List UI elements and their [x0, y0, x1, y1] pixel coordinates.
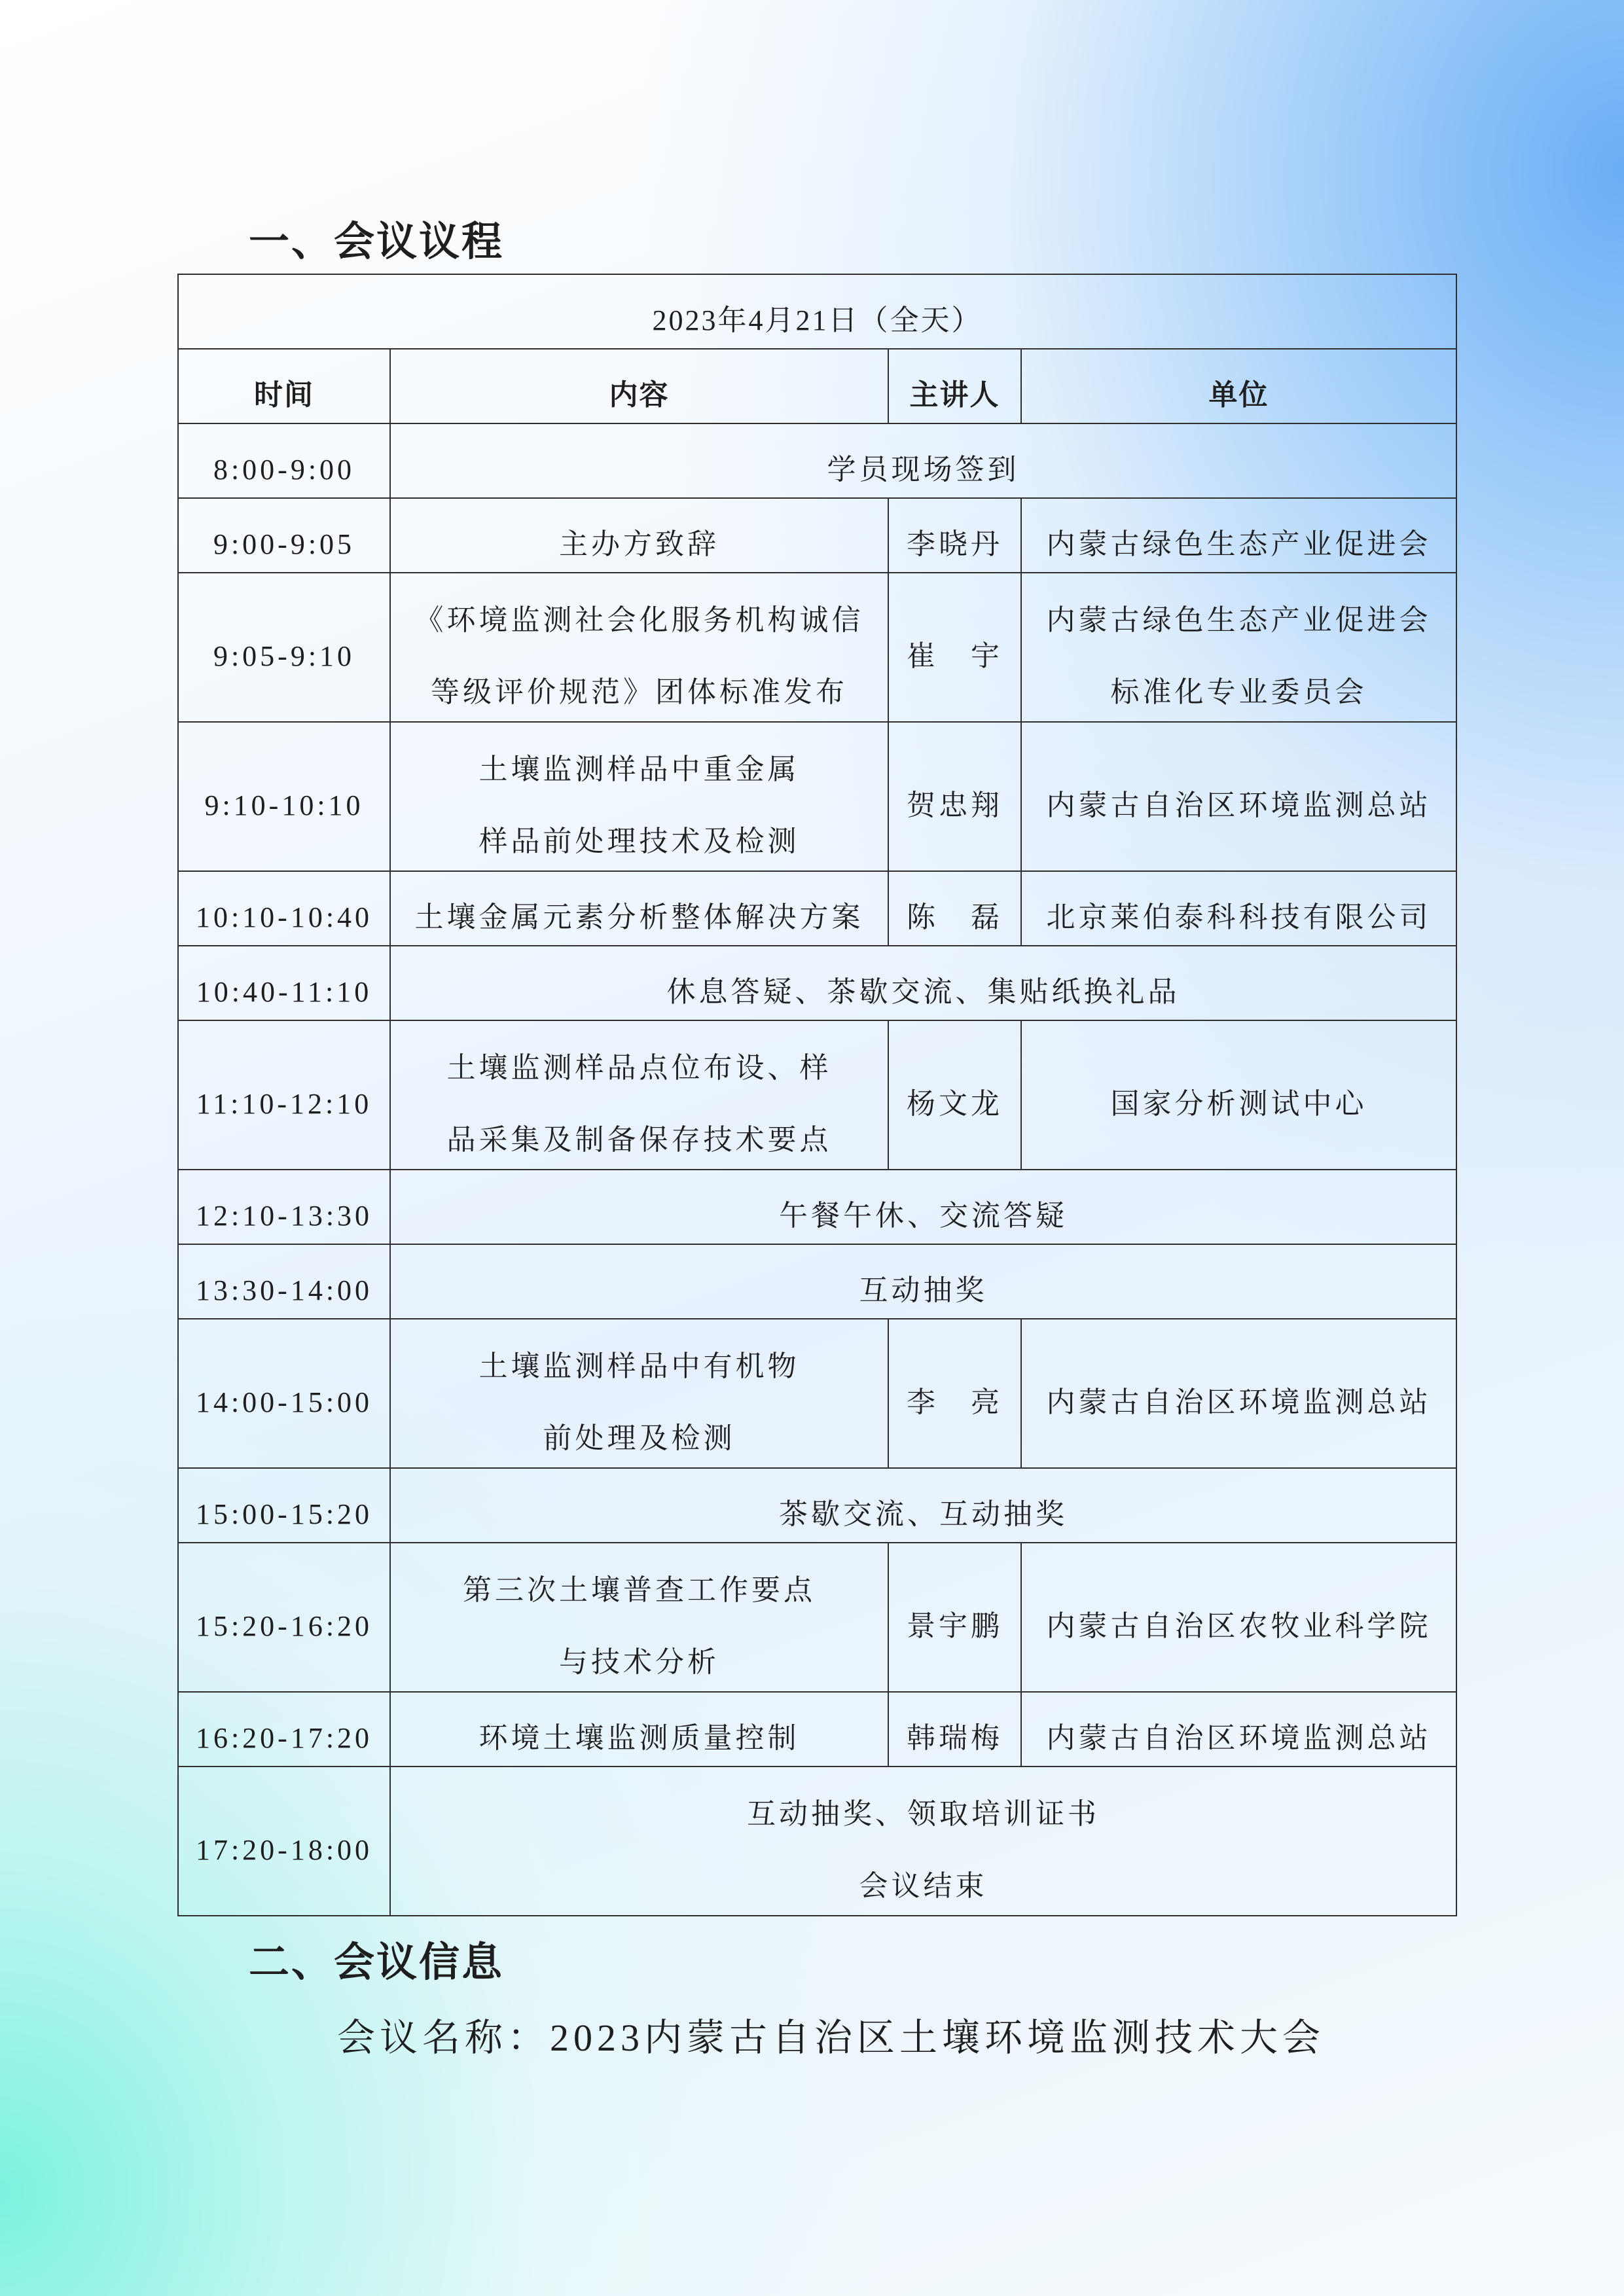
agenda-row — [178, 1020, 1456, 1170]
unit-cell — [1021, 573, 1456, 722]
time-text: 16:20-17:20 — [195, 1722, 373, 1754]
speaker-name: 韩瑞梅 — [907, 1722, 1003, 1754]
unit-line: 内蒙古绿色生态产业促进会 — [1046, 604, 1432, 636]
speaker-name: 杨文龙 — [907, 1088, 1003, 1120]
content-cell — [390, 722, 888, 871]
agenda-row — [178, 1468, 1456, 1543]
time-text: 8:00-9:00 — [213, 454, 355, 486]
date-row — [178, 274, 1456, 349]
time-text: 13:30-14:00 — [195, 1274, 373, 1306]
time-cell — [178, 1319, 390, 1468]
time-cell — [178, 498, 390, 573]
content-cell — [390, 498, 888, 573]
time-cell — [178, 1170, 390, 1244]
time-cell — [178, 1692, 390, 1767]
agenda-row — [178, 1692, 1456, 1767]
content-line: 午餐午休、交流答疑 — [779, 1200, 1068, 1232]
content-line: 第三次土壤普查工作要点 — [463, 1574, 816, 1606]
info-heading: 二、会议信息 — [249, 1938, 505, 1986]
speaker-cell — [888, 498, 1021, 573]
header-content — [390, 349, 888, 423]
content-line: 互动抽奖 — [859, 1274, 988, 1306]
header-unit — [1021, 349, 1456, 423]
content-line: 休息答疑、茶歇交流、集贴纸换礼品 — [666, 976, 1180, 1008]
date-cell — [178, 274, 1456, 349]
speaker-name: 陈 磊 — [907, 901, 1003, 933]
header-unit-label: 单位 — [1208, 378, 1269, 412]
speaker-name: 李 亮 — [907, 1386, 1003, 1418]
content-line: 等级评价规范》团体标准发布 — [431, 676, 848, 708]
unit-cell — [1021, 722, 1456, 871]
speaker-cell — [888, 871, 1021, 946]
agenda-row — [178, 1319, 1456, 1468]
header-content-label: 内容 — [609, 378, 670, 412]
unit-line: 内蒙古自治区农牧业科学院 — [1046, 1610, 1432, 1642]
header-speaker — [888, 349, 1021, 423]
content-line: 土壤监测样品点位布设、样 — [446, 1052, 832, 1084]
content-cell — [390, 1020, 888, 1170]
content-line: 前处理及检测 — [543, 1422, 736, 1454]
content-cell — [390, 1468, 1456, 1543]
content-cell — [390, 1170, 1456, 1244]
speaker-cell — [888, 573, 1021, 722]
time-text: 15:20-16:20 — [195, 1610, 373, 1642]
agenda-row — [178, 722, 1456, 871]
header-time — [178, 349, 390, 423]
content-line: 品采集及制备保存技术要点 — [446, 1124, 832, 1156]
meeting-name-label: 会议名称： — [337, 2017, 550, 2059]
unit-line: 北京莱伯泰科科技有限公司 — [1046, 901, 1432, 933]
content-line: 土壤金属元素分析整体解决方案 — [414, 901, 864, 933]
content-line: 学员现场签到 — [827, 454, 1020, 486]
agenda-row — [178, 946, 1456, 1020]
time-cell — [178, 1020, 390, 1170]
content-line: 《环境监测社会化服务机构诚信 — [414, 604, 864, 636]
agenda-row — [178, 871, 1456, 946]
speaker-cell — [888, 1543, 1021, 1692]
content-cell — [390, 423, 1456, 498]
header-row — [178, 349, 1456, 423]
time-cell — [178, 946, 390, 1020]
content-line: 环境土壤监测质量控制 — [478, 1722, 800, 1754]
time-text: 15:00-15:20 — [195, 1498, 373, 1530]
content-line: 互动抽奖、领取培训证书 — [747, 1798, 1100, 1830]
unit-line: 内蒙古绿色生态产业促进会 — [1046, 528, 1432, 560]
agenda-row — [178, 423, 1456, 498]
time-cell — [178, 1244, 390, 1319]
time-text: 17:20-18:00 — [195, 1834, 373, 1866]
content-line: 茶歇交流、互动抽奖 — [779, 1498, 1068, 1530]
time-cell — [178, 1767, 390, 1916]
content-line: 土壤监测样品中重金属 — [478, 753, 800, 785]
unit-cell — [1021, 1543, 1456, 1692]
agenda-row — [178, 1170, 1456, 1244]
content-cell — [390, 573, 888, 722]
unit-line: 标准化专业委员会 — [1110, 676, 1367, 708]
speaker-cell — [888, 1692, 1021, 1767]
speaker-cell — [888, 1020, 1021, 1170]
unit-line: 内蒙古自治区环境监测总站 — [1046, 1722, 1432, 1754]
time-text: 9:00-9:05 — [213, 528, 355, 560]
agenda-row — [178, 573, 1456, 722]
speaker-cell — [888, 1319, 1021, 1468]
unit-cell — [1021, 871, 1456, 946]
agenda-row — [178, 1244, 1456, 1319]
content-line: 会议结束 — [859, 1870, 988, 1902]
speaker-name: 贺忠翔 — [907, 789, 1003, 821]
unit-line: 国家分析测试中心 — [1110, 1088, 1367, 1120]
speaker-cell — [888, 722, 1021, 871]
agenda-row — [178, 1767, 1456, 1916]
time-text: 9:10-10:10 — [204, 789, 364, 821]
speaker-name: 崔 宇 — [907, 640, 1003, 672]
speaker-name: 景宇鹏 — [907, 1610, 1003, 1642]
time-text: 10:10-10:40 — [195, 901, 373, 933]
time-cell — [178, 871, 390, 946]
time-text: 10:40-11:10 — [196, 976, 372, 1008]
content-cell — [390, 1692, 888, 1767]
header-time-label: 时间 — [254, 378, 314, 412]
time-cell — [178, 1543, 390, 1692]
unit-line: 内蒙古自治区环境监测总站 — [1046, 789, 1432, 821]
unit-cell — [1021, 498, 1456, 573]
date-label: 2023年4月21日（全天） — [652, 304, 983, 336]
unit-cell — [1021, 1692, 1456, 1767]
unit-line: 内蒙古自治区环境监测总站 — [1046, 1386, 1432, 1418]
header-speaker-label: 主讲人 — [909, 378, 1000, 412]
time-text: 12:10-13:30 — [195, 1200, 373, 1232]
time-cell — [178, 1468, 390, 1543]
speaker-name: 李晓丹 — [907, 528, 1003, 560]
content-cell — [390, 1244, 1456, 1319]
unit-cell — [1021, 1020, 1456, 1170]
agenda-table — [177, 274, 1457, 1916]
content-cell — [390, 946, 1456, 1020]
agenda-row — [178, 1543, 1456, 1692]
time-cell — [178, 722, 390, 871]
time-cell — [178, 573, 390, 722]
agenda-row — [178, 498, 1456, 573]
content-cell — [390, 1543, 888, 1692]
content-line: 土壤监测样品中有机物 — [478, 1350, 800, 1382]
content-cell — [390, 1767, 1456, 1916]
agenda-heading: 一、会议议程 — [249, 217, 505, 265]
time-cell — [178, 423, 390, 498]
content-line: 样品前处理技术及检测 — [478, 825, 800, 857]
time-text: 11:10-12:10 — [196, 1088, 372, 1120]
content-cell — [390, 1319, 888, 1468]
time-text: 9:05-9:10 — [213, 640, 355, 672]
content-line: 主办方致辞 — [559, 528, 719, 560]
content-line: 与技术分析 — [559, 1646, 719, 1678]
meeting-name: 2023内蒙古自治区土壤环境监测技术大会 — [550, 2017, 1326, 2059]
time-text: 14:00-15:00 — [195, 1386, 373, 1418]
meeting-name-line — [337, 2012, 1325, 2064]
content-cell — [390, 871, 888, 946]
unit-cell — [1021, 1319, 1456, 1468]
